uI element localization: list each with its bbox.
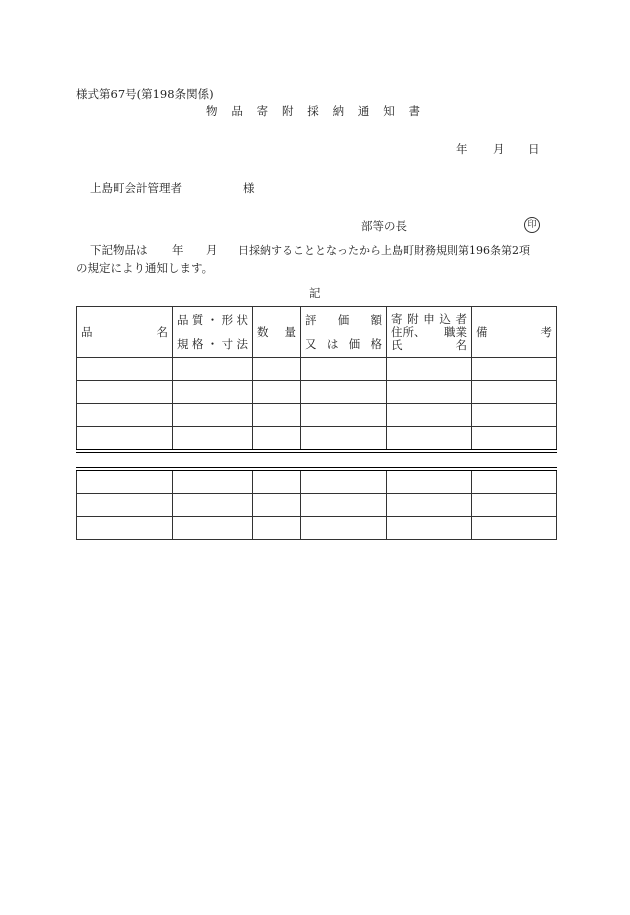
table-cell[interactable] — [173, 404, 253, 427]
table-cell[interactable] — [253, 358, 301, 381]
table-cell[interactable] — [472, 381, 557, 404]
table-row — [77, 381, 557, 404]
table-cell[interactable] — [253, 494, 301, 517]
table-cell[interactable] — [387, 494, 472, 517]
table-row — [77, 358, 557, 381]
table-cell[interactable] — [173, 469, 253, 494]
table-cell[interactable] — [301, 358, 387, 381]
table-cell[interactable] — [301, 404, 387, 427]
header-item-name: 品 名 — [77, 307, 173, 358]
table-cell[interactable] — [387, 381, 472, 404]
title-char: 納 — [332, 104, 345, 118]
table-cell[interactable] — [173, 381, 253, 404]
table-cell[interactable] — [253, 381, 301, 404]
title-char: 附 — [281, 104, 294, 118]
document-title — [206, 103, 420, 119]
body-text-rest: 日採納することとなったから上島町財務規則第196条第2項 — [238, 244, 530, 257]
ki-label: 記 — [309, 286, 321, 300]
table-cell[interactable] — [472, 427, 557, 452]
header-quality-spec: 品 質 ・ 形 状 規 格 ・ 寸 法 — [173, 307, 253, 358]
date-month: 月 — [493, 142, 505, 156]
body-text-month: 月 — [206, 243, 218, 257]
table-cell[interactable] — [301, 494, 387, 517]
table-cell[interactable] — [301, 381, 387, 404]
header-donor: 寄 附 申 込 者 住所、 職業 氏 名 — [387, 307, 472, 358]
table-row — [77, 469, 557, 494]
table-cell[interactable] — [301, 427, 387, 452]
table-cell[interactable] — [173, 494, 253, 517]
table-cell[interactable] — [173, 517, 253, 540]
seal-icon: 印 — [524, 217, 540, 233]
body-text-year: 年 — [172, 243, 184, 257]
table-break-gap — [77, 451, 557, 469]
title-char: 寄 — [256, 104, 269, 118]
table-cell[interactable] — [253, 517, 301, 540]
sender-title: 部等の長 — [361, 219, 407, 233]
table-cell[interactable] — [77, 469, 173, 494]
table-cell[interactable] — [173, 358, 253, 381]
table-header-row — [77, 307, 557, 358]
table-cell[interactable] — [301, 469, 387, 494]
title-char: 通 — [357, 104, 370, 118]
table-cell[interactable] — [77, 404, 173, 427]
table-cell[interactable] — [387, 427, 472, 452]
table-cell[interactable] — [77, 381, 173, 404]
title-char: 物 — [206, 104, 218, 118]
table-cell[interactable] — [173, 427, 253, 452]
table-cell[interactable] — [253, 469, 301, 494]
table-cell[interactable] — [253, 404, 301, 427]
header-remarks: 備 考 — [472, 307, 557, 358]
table-cell[interactable] — [77, 517, 173, 540]
title-char: 知 — [383, 104, 395, 118]
header-quantity: 数 量 — [253, 307, 301, 358]
table-row — [77, 494, 557, 517]
addressee-honorific: 様 — [243, 181, 255, 195]
table-row — [77, 404, 557, 427]
table-cell[interactable] — [387, 517, 472, 540]
date-year: 年 — [456, 142, 468, 156]
table-cell[interactable] — [77, 427, 173, 452]
table-cell[interactable] — [77, 494, 173, 517]
header-value: 評 価 額 又 は 価 格 — [301, 307, 387, 358]
table-cell[interactable] — [472, 494, 557, 517]
table-cell[interactable] — [472, 469, 557, 494]
title-char: 書 — [408, 104, 420, 118]
table-row — [77, 517, 557, 540]
form-number: 様式第67号(第198条関係) — [76, 87, 214, 101]
table-cell[interactable] — [387, 358, 472, 381]
body-text-lead: 下記物品は — [90, 243, 148, 257]
table-cell[interactable] — [472, 404, 557, 427]
addressee-name: 上島町会計管理者 — [90, 181, 182, 195]
table-cell[interactable] — [472, 358, 557, 381]
body-text-line2: の規定により通知します。 — [76, 261, 214, 275]
table-cell[interactable] — [301, 517, 387, 540]
table-cell[interactable] — [387, 469, 472, 494]
table-cell[interactable] — [472, 517, 557, 540]
table-cell[interactable] — [77, 358, 173, 381]
table-cell[interactable] — [387, 404, 472, 427]
title-char: 品 — [231, 104, 243, 118]
item-table — [76, 306, 557, 540]
title-char: 採 — [307, 104, 319, 118]
date-day: 日 — [528, 142, 540, 156]
table-break — [77, 451, 557, 469]
table-cell[interactable] — [253, 427, 301, 452]
table-row — [77, 427, 557, 452]
